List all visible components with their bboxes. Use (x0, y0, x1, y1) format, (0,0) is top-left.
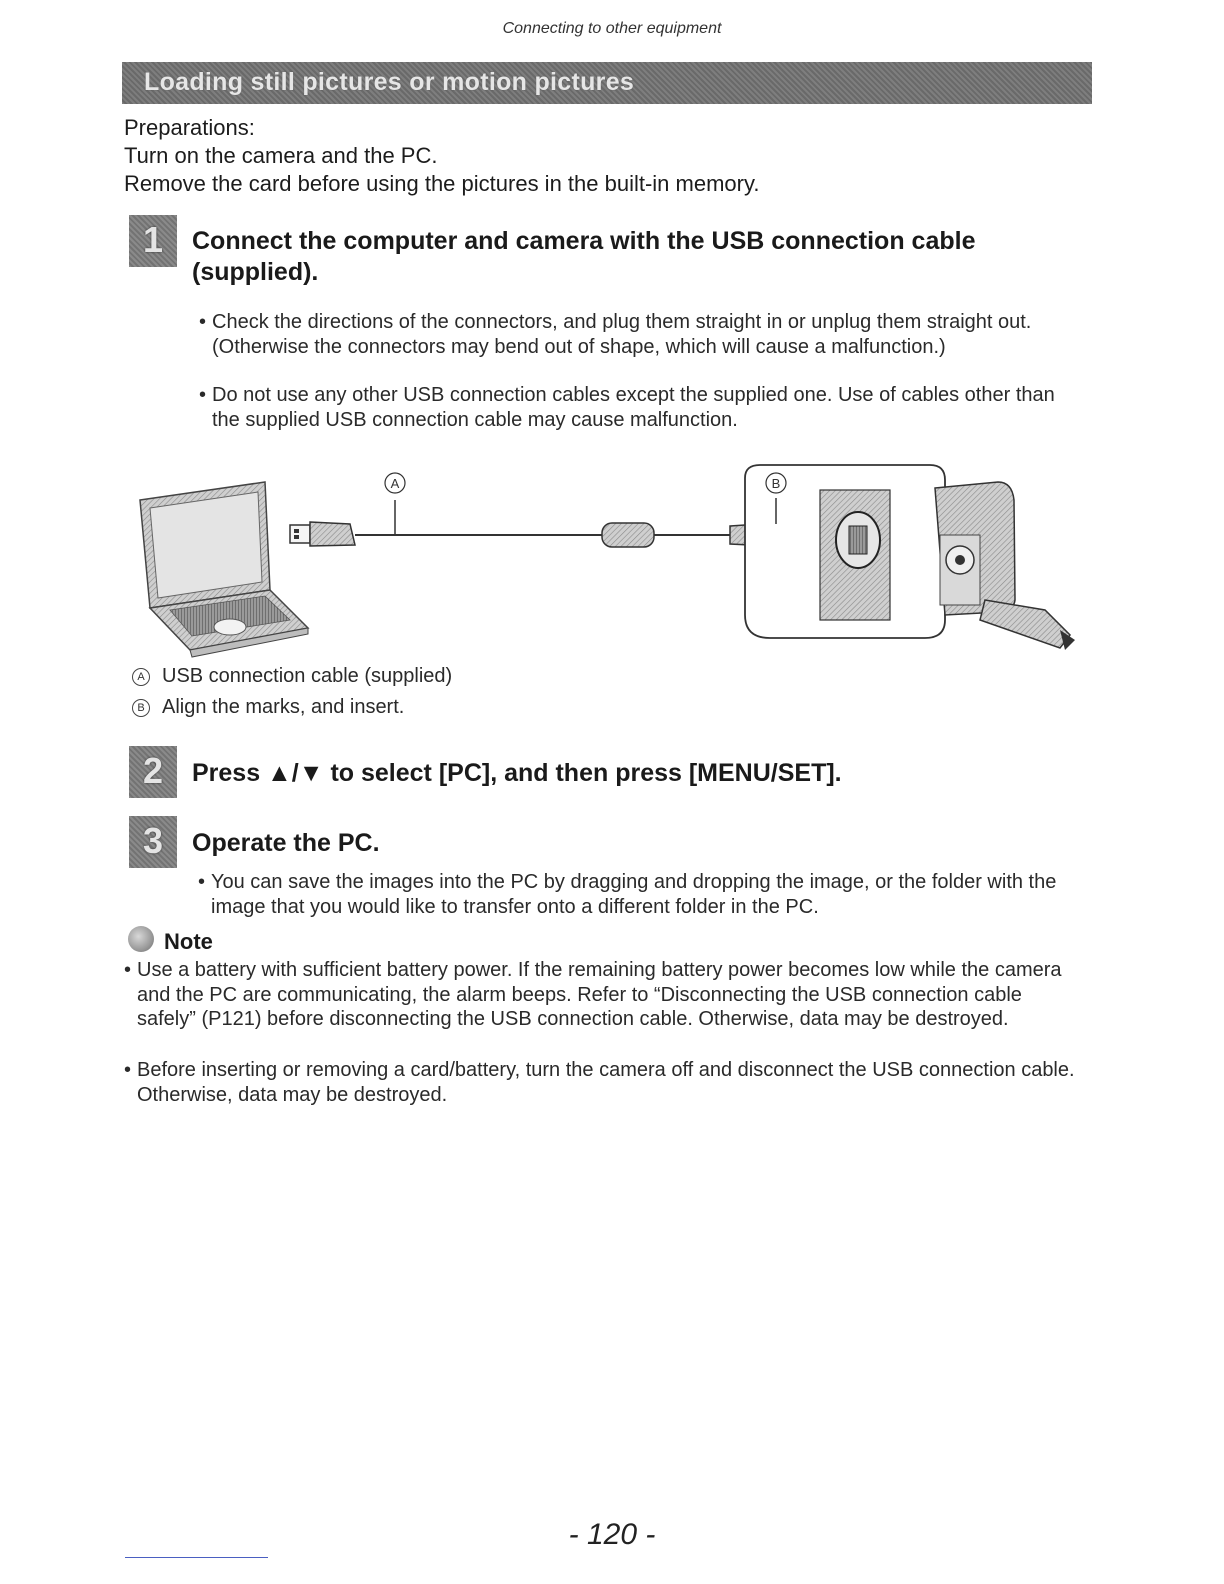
figure-caption-b (132, 696, 404, 719)
list-item (199, 383, 1079, 432)
step-2-badge (129, 746, 177, 798)
step-number: 1 (142, 219, 164, 260)
bullet-marker: • (199, 311, 207, 333)
step-3-badge (129, 816, 177, 868)
usb-cable (355, 523, 790, 547)
step-number: 2 (142, 750, 164, 791)
usb-plug-pc (290, 522, 355, 546)
caption-marker: A (132, 668, 150, 686)
usb-connection-illustration (130, 460, 1080, 665)
step-1-title (192, 226, 1092, 288)
preparations-heading: Preparations: (124, 115, 255, 140)
bullet-text: Do not use any other USB connection cables except the supplied one. Use of cables other than the supplied USB connection cable may cause malfunction. (212, 384, 1055, 431)
section-title: Loading still pictures or motion pictures (144, 68, 635, 96)
camera-illustration (935, 482, 1075, 650)
step-2-title: Press ▲/▼ to select [PC], and then press [MENU/SET]. (192, 759, 842, 787)
bullet-marker: • (124, 1059, 132, 1081)
step-title-line: (supplied). (192, 258, 319, 286)
list-item (198, 870, 1088, 919)
list-item (199, 310, 1079, 359)
caption-marker: B (132, 699, 150, 717)
bullet-marker: • (198, 871, 206, 893)
bullet-text: Check the directions of the connectors, and plug them straight in or unplug them straight out. (Otherwise the connectors may bend out of shape, which will cause a malfunction.) (212, 311, 1032, 358)
marker-a (385, 473, 405, 535)
note-label: Note (164, 929, 213, 954)
figure-caption-a (132, 665, 452, 688)
note-item (124, 1058, 1084, 1107)
note-item (124, 958, 1084, 1032)
section-banner (122, 62, 1092, 104)
marker-b-label: B (771, 476, 781, 491)
footer-rule (125, 1557, 268, 1558)
laptop-illustration (140, 482, 308, 657)
running-header: Connecting to other equipment (502, 20, 722, 37)
note-text: Use a battery with sufficient battery power. If the remaining battery power becomes low while the camera and the PC are communicating, the alarm beeps. Refer to “Disconnecting the USB connection cable safely” (P121) before disconnecting the USB connection cable. Otherwise, data may be destroyed. (137, 959, 1062, 1030)
note-text: Before inserting or removing a card/battery, turn the camera off and disconnect the USB connection cable. Otherwise, data may be destroyed. (137, 1059, 1075, 1106)
caption-text: Align the marks, and insert. (162, 696, 405, 718)
caption-text: USB connection cable (supplied) (162, 665, 453, 687)
bullet-marker: • (199, 384, 207, 406)
step-1-badge (129, 215, 177, 267)
step-3-title: Operate the PC. (192, 829, 380, 857)
step-number: 3 (142, 820, 164, 861)
note-icon (128, 926, 154, 952)
preparations-line: Remove the card before using the pictures in the built-in memory. (124, 171, 760, 196)
bullet-text: You can save the images into the PC by dragging and dropping the image, or the folder with the image that you would like to transfer onto a different folder in the PC. (211, 871, 1057, 918)
page-number: - 120 - (568, 1518, 656, 1551)
bullet-marker: • (124, 959, 132, 981)
step-title-line: Connect the computer and camera with the USB connection cable (192, 227, 976, 255)
preparations-line: Turn on the camera and the PC. (124, 143, 438, 168)
marker-a-label: A (390, 476, 400, 491)
